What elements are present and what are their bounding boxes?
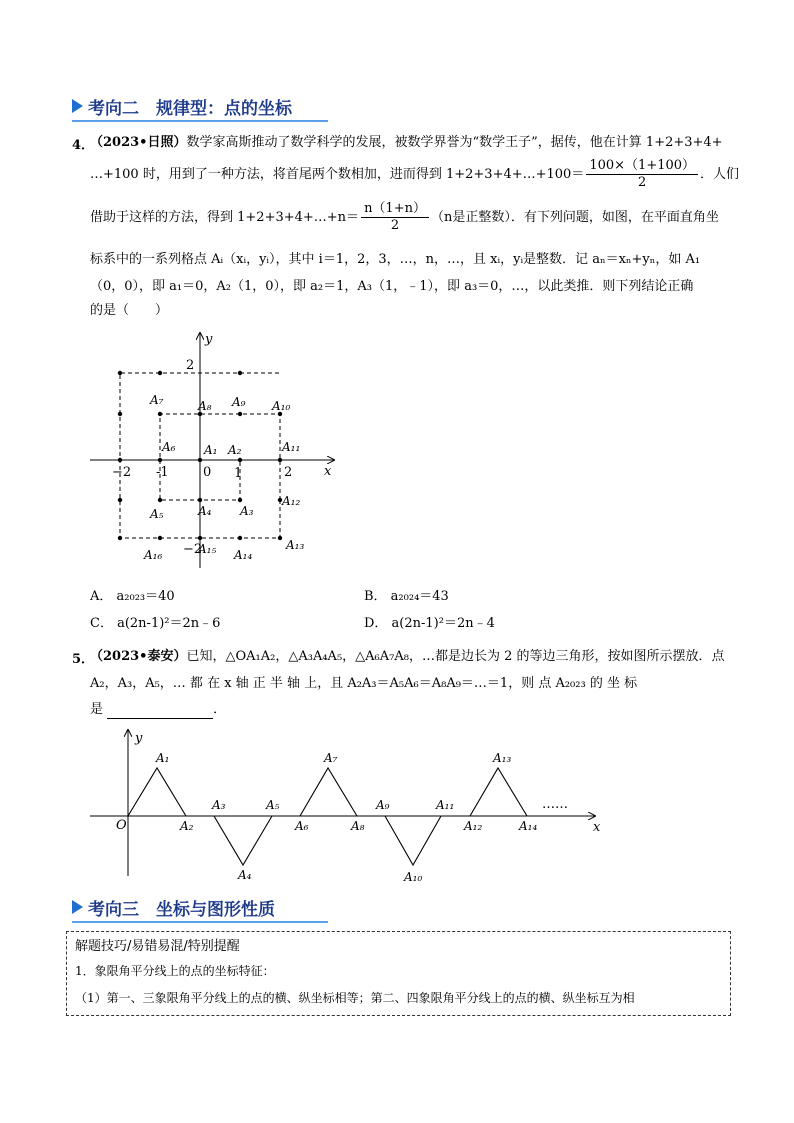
tips-line-1: 1．象限角平分线上的点的坐标特征： bbox=[75, 964, 275, 978]
q4-line-6: 的是（ ） bbox=[90, 303, 169, 318]
label-A5: A₅ bbox=[150, 507, 164, 521]
label-t-A7: A₇ bbox=[324, 751, 338, 765]
label-A9: A₉ bbox=[232, 395, 246, 409]
tips-title: 解题技巧/易错易混/特别提醒 bbox=[75, 939, 240, 954]
label-t-A3: A₃ bbox=[212, 798, 226, 812]
tick-neg2-y: −2 bbox=[183, 542, 203, 557]
fig1-y-label: y bbox=[205, 332, 213, 347]
question-5-number: 5． bbox=[72, 652, 95, 667]
label-t-A1: A₁ bbox=[156, 751, 170, 765]
q4-source: （2023•日照） bbox=[90, 135, 187, 150]
option-D[interactable]: D． a(2n-1)²＝2n﹣4 bbox=[364, 616, 495, 631]
triangle-bullet-icon bbox=[72, 99, 83, 113]
q5-source: （2023•泰安） bbox=[90, 649, 187, 664]
q5-line-2: A₂，A₃，A₅，… 都 在 x 轴 正 半 轴 上，且 A₂A₃＝A₅A₆＝A₈A₉＝…＝1，则 点 A₂₀₂₃ 的 坐 标 bbox=[90, 676, 638, 691]
label-A14: A₁₄ bbox=[234, 548, 253, 562]
figure-spiral-lattice bbox=[80, 325, 350, 580]
label-A2: A₂ bbox=[228, 443, 242, 457]
q4-fraction-1: $\frac{100\times(1+100)}{2}$ bbox=[586, 158, 698, 191]
heading-underline bbox=[72, 120, 328, 122]
label-A12: A₁₂ bbox=[282, 494, 301, 508]
q4-line-1: （2023•日照）数学家高斯推动了数学科学的发展，被数学界誉为“数学王子”，据传，他在计算 1+2+3+4+ bbox=[90, 135, 723, 150]
tick-neg1-x: -1 bbox=[156, 465, 169, 480]
label-A6: A₆ bbox=[162, 440, 176, 454]
q4-fraction-2: $\frac{n(1+n)}{2}$ bbox=[361, 201, 429, 234]
label-t-A6: A₆ bbox=[295, 819, 309, 833]
fig2-y-label: y bbox=[135, 731, 143, 746]
label-t-A12: A₁₂ bbox=[464, 819, 483, 833]
label-A10: A₁₀ bbox=[272, 399, 291, 413]
option-A[interactable]: A． a₂₀₂₃＝40 bbox=[90, 589, 175, 604]
heading-underline bbox=[72, 921, 328, 923]
label-t-A4: A₄ bbox=[238, 868, 252, 882]
tick-2-x: 2 bbox=[284, 465, 293, 480]
label-t-A11: A₁₁ bbox=[436, 798, 455, 812]
tick-origin: 0 bbox=[203, 465, 212, 480]
label-t-A5: A₅ bbox=[266, 798, 280, 812]
tips-box bbox=[66, 931, 731, 1016]
figure-triangles bbox=[90, 726, 610, 886]
label-t-A2: A₂ bbox=[180, 819, 194, 833]
label-A4: A₄ bbox=[198, 504, 212, 518]
label-t-A9: A₉ bbox=[376, 798, 390, 812]
q5-line-3: 是 ． bbox=[90, 702, 227, 717]
section-heading-2: 考向二 规律型：点的坐标 bbox=[72, 92, 292, 120]
label-A3: A₃ bbox=[240, 504, 254, 518]
q4-line-4: 标系中的一系列格点 Aᵢ（xᵢ，yᵢ），其中 i＝1，2，3，…，n，…，且 xᵢ，yᵢ是整数．记 aₙ＝xₙ+yₙ，如 A₁ bbox=[90, 252, 701, 267]
section-heading-3: 考向三 坐标与图形性质 bbox=[72, 893, 275, 921]
continuation-dots: …… bbox=[542, 797, 568, 812]
q4-line-5: （0，0），即 a₁＝0，A₂（1，0），即 a₂＝1，A₃（1，﹣1），即 a₃＝0，…，以此类推．则下列结论正确 bbox=[90, 279, 694, 294]
tick-neg2-x: −2 bbox=[112, 465, 132, 480]
triangle-bullet-icon bbox=[72, 900, 83, 914]
label-t-A14: A₁₄ bbox=[519, 819, 538, 833]
label-A11: A₁₁ bbox=[282, 440, 301, 454]
label-A1: A₁ bbox=[204, 443, 218, 457]
tips-line-2: （1）第一、三象限角平分线上的点的横、纵坐标相等；第二、四象限角平分线上的点的横、纵坐标互为相 bbox=[75, 991, 635, 1005]
label-A16: A₁₆ bbox=[144, 548, 163, 562]
option-C[interactable]: C． a(2n-1)²＝2n﹣6 bbox=[90, 616, 221, 631]
tick-1-x: 1 bbox=[234, 466, 243, 481]
question-4-number: 4． bbox=[72, 138, 95, 153]
option-B[interactable]: B． a₂₀₂₄＝43 bbox=[364, 589, 449, 604]
answer-blank[interactable] bbox=[107, 704, 213, 719]
label-t-A13: A₁₃ bbox=[493, 751, 512, 765]
fig1-x-label: x bbox=[324, 464, 332, 479]
q4-line-3: 借助于这样的方法，得到 1+2+3+4+…+n＝ $\frac{n(1+n)}{2}$ （n是正整数）．有下列问题，如图，在平面直角坐 bbox=[90, 201, 719, 233]
label-t-A8: A₈ bbox=[351, 819, 365, 833]
origin-label: O bbox=[116, 818, 127, 833]
label-A7: A₇ bbox=[150, 393, 164, 407]
label-A8: A₈ bbox=[198, 399, 212, 413]
q5-line-1: （2023•泰安）已知，△OA₁A₂，△A₃A₄A₅，△A₆A₇A₈，…都是边长为 2 的等边三角形，按如图所示摆放．点 bbox=[90, 649, 725, 664]
label-t-A10: A₁₀ bbox=[404, 870, 423, 884]
fig2-x-label: x bbox=[593, 820, 601, 835]
label-A15: A₁₅ bbox=[198, 542, 217, 556]
label-A13: A₁₃ bbox=[286, 538, 305, 552]
tick-2-y: 2 bbox=[186, 358, 195, 373]
q4-line-2: …+100 时，用到了一种方法，将首尾两个数相加，进而得到 1+2+3+4+…+100＝ $\frac{100\times(1+100)}{2}$ ．人们 bbox=[90, 158, 740, 190]
